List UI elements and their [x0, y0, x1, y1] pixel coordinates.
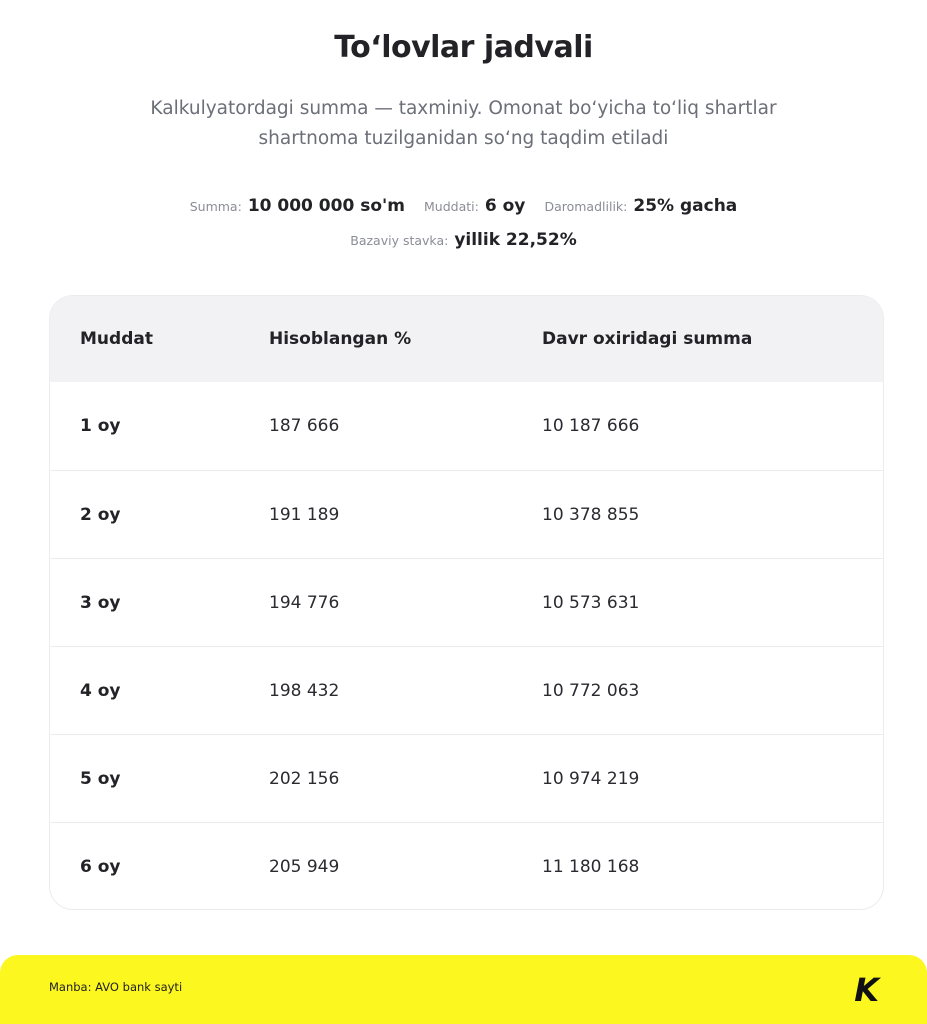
cell-hisoblangan: 191 189: [269, 504, 340, 525]
param-stavka: [350, 230, 576, 250]
param-stavka-label: Bazaviy stavka:: [350, 233, 449, 248]
cell-muddat: 6 oy: [80, 856, 121, 877]
cell-hisoblangan: 194 776: [269, 592, 340, 613]
cell-hisoblangan: 198 432: [269, 680, 340, 701]
cell-muddat: 4 oy: [80, 680, 121, 701]
param-daromadlilik: [544, 196, 737, 216]
brand-logo-icon: K: [854, 971, 877, 1009]
cell-summa: 10 187 666: [542, 416, 640, 436]
header-hisoblangan: Hisoblangan %: [269, 329, 412, 349]
cell-hisoblangan: 187 666: [269, 416, 340, 436]
table-row: [50, 470, 883, 558]
deposit-params: [0, 196, 927, 216]
table-body: [50, 382, 883, 910]
header-davr-oxiridagi-summa: Davr oxiridagi summa: [542, 329, 753, 349]
page-title: To‘lovlar jadvali: [334, 30, 593, 65]
cell-muddat: 3 oy: [80, 592, 121, 613]
param-daromadlilik-value: 25% gacha: [633, 196, 738, 216]
table-row: [50, 822, 883, 910]
table-row: [50, 382, 883, 470]
param-stavka-value: yillik 22,52%: [454, 230, 577, 250]
table-row: [50, 646, 883, 734]
param-muddati-label: Muddati:: [424, 199, 479, 214]
cell-hisoblangan: 205 949: [269, 856, 340, 877]
param-muddati-value: 6 oy: [484, 196, 526, 216]
payment-table: [49, 295, 884, 910]
param-muddati: [424, 196, 525, 216]
header-muddat: Muddat: [80, 329, 153, 349]
table-row: [50, 734, 883, 822]
cell-summa: 11 180 168: [542, 856, 640, 877]
page-subtitle: Kalkulyatordagi summa — taxminiy. Omonat bo‘yicha to‘liq shartlar shartnoma tuzilganidan so‘ng taqdim etiladi: [150, 98, 777, 149]
table-row: [50, 558, 883, 646]
table-header-row: [50, 296, 883, 382]
param-daromadlilik-label: Daromadlilik:: [544, 199, 628, 214]
param-summa-label: Summa:: [189, 199, 242, 214]
cell-hisoblangan: 202 156: [269, 768, 340, 789]
footer-bar: [0, 955, 927, 1024]
cell-summa: 10 378 855: [542, 504, 640, 525]
param-summa-value: 10 000 000 so'm: [247, 196, 405, 216]
cell-summa: 10 772 063: [542, 680, 640, 701]
cell-muddat: 2 oy: [80, 504, 121, 525]
cell-muddat: 1 oy: [80, 416, 121, 436]
cell-summa: 10 974 219: [542, 768, 640, 789]
cell-muddat: 5 oy: [80, 768, 121, 789]
source-caption: Manba: AVO bank sayti: [49, 980, 183, 994]
deposit-params-rate: [0, 230, 927, 250]
param-summa: [190, 196, 405, 216]
cell-summa: 10 573 631: [542, 592, 640, 613]
